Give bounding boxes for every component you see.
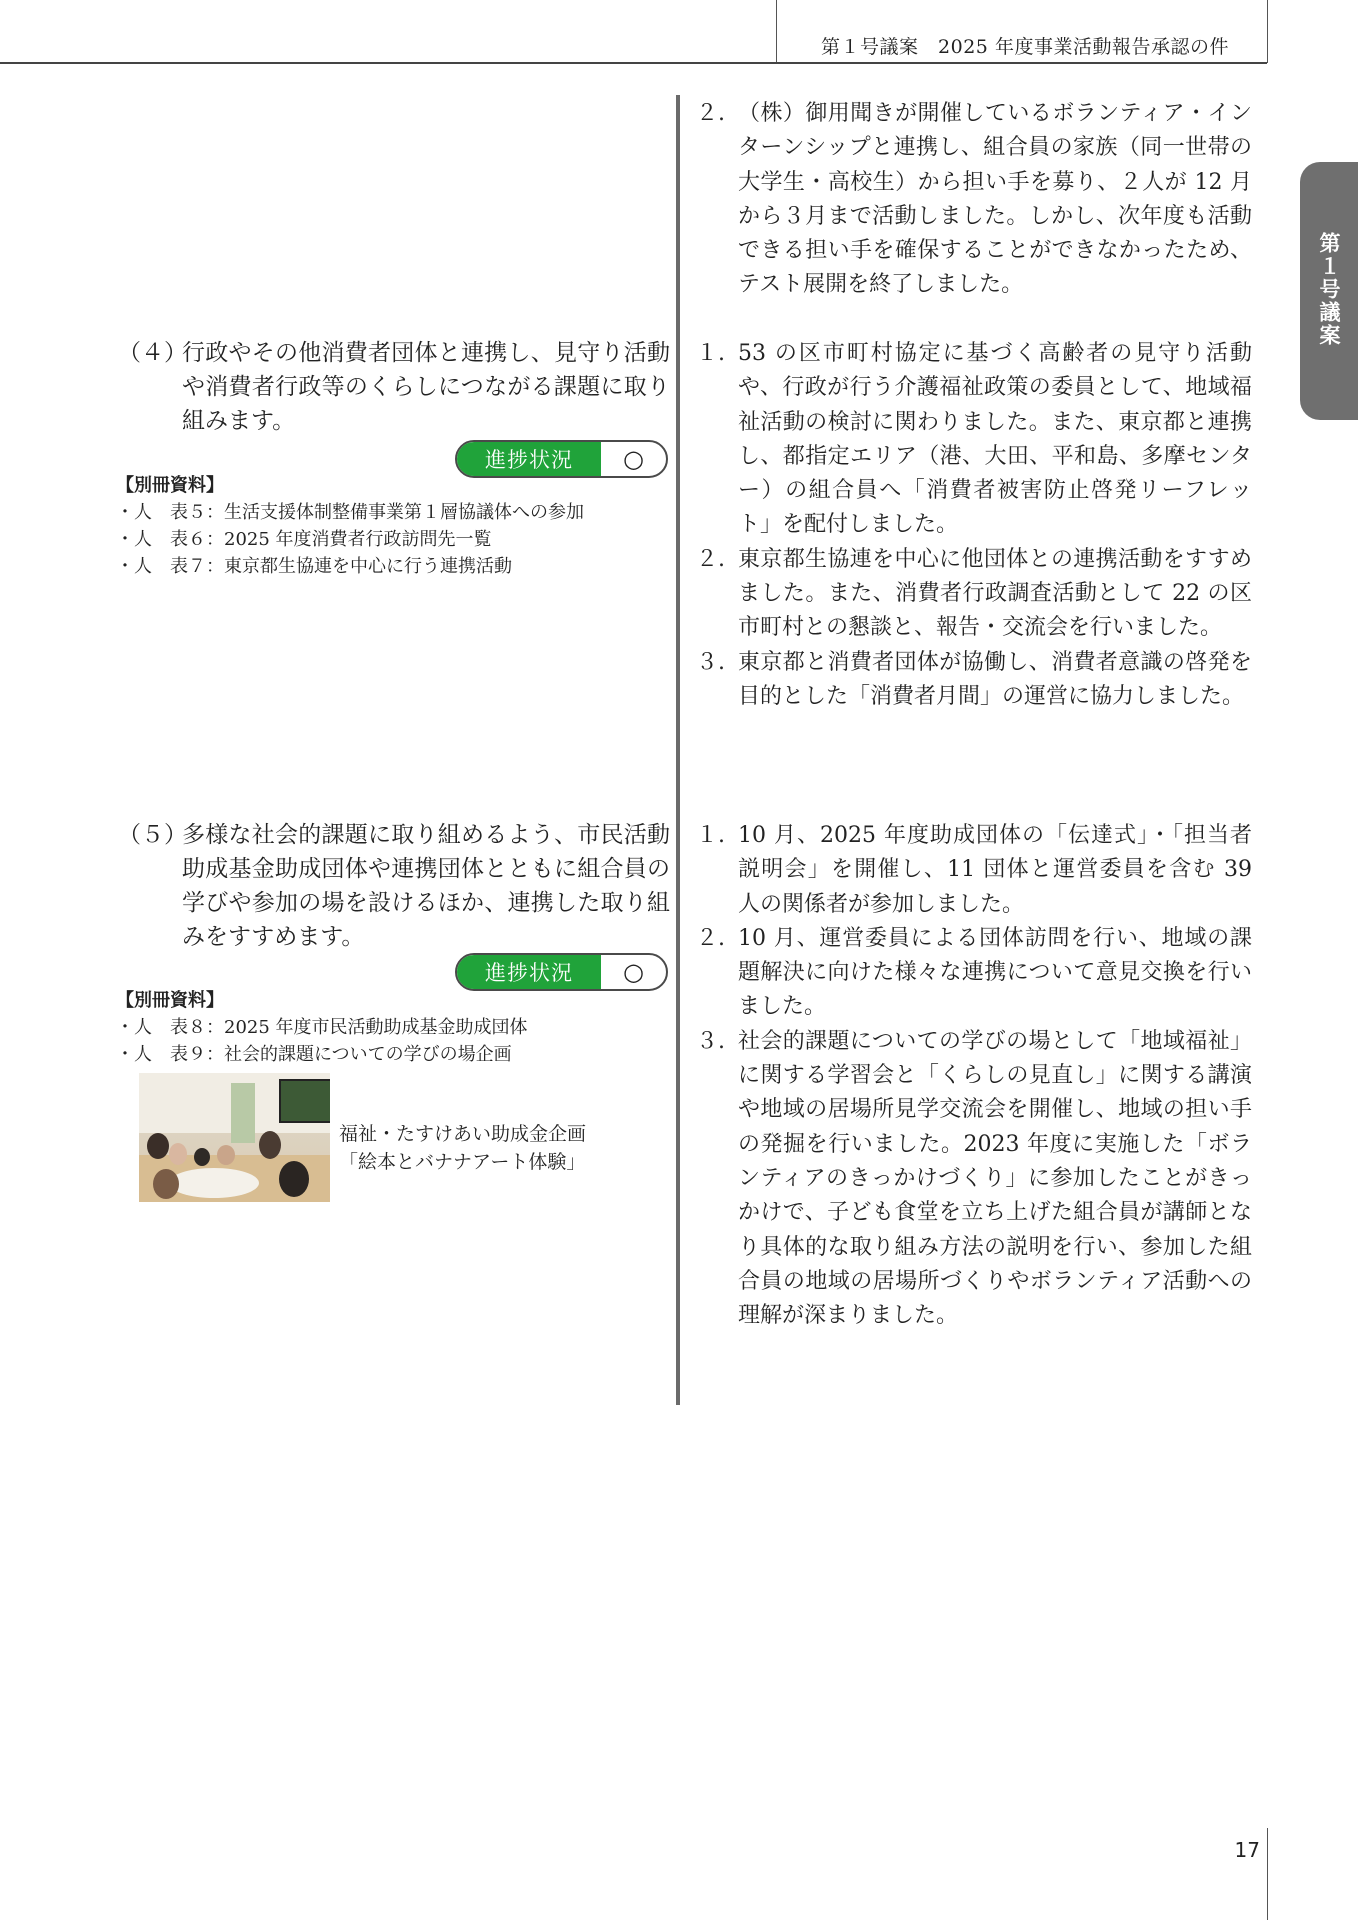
appendix-references [116, 987, 676, 1068]
result-number: ２. [696, 546, 725, 572]
result-item [692, 337, 1252, 543]
section-5-title-block [118, 818, 670, 954]
appendix-item: ・人 表７：東京都生協連を中心に行う連携活動 [116, 556, 512, 577]
appendix-item: ・人 表９：社会的課題についての学びの場企画 [116, 1044, 512, 1065]
progress-value: ○ [623, 958, 644, 986]
result-text: 10 月、運営委員による団体訪問を行い、地域の課題解決に向けた様々な連携について意見交換を行いました。 [738, 925, 1252, 1020]
result-text: 東京都と消費者団体が協働し、消費者意識の啓発を目的とした「消費者月間」の運営に協力しました。 [738, 649, 1252, 709]
result-item [692, 819, 1252, 922]
result-number: ３. [696, 649, 725, 675]
section-4-title-block [118, 336, 670, 438]
result-item [692, 922, 1252, 1025]
result-number: ３. [696, 1028, 725, 1054]
result-number: ２. [696, 101, 725, 126]
section-5-results [692, 819, 1252, 1333]
result-item [692, 646, 1252, 715]
result-text: （株）御用聞きが開催しているボランティア・インターンシップと連携し、組合員の家族（同一世帯の大学生・高校生）から担い手を募り、２人が 12 月から３月まで活動しました。しかし、次年度も活動できる担い手を確保することができなかったため、テスト展開を終了しました。 [738, 101, 1252, 298]
appendix-heading: 【別冊資料】 [116, 475, 224, 496]
progress-value: ○ [623, 445, 644, 473]
event-photo [139, 1073, 330, 1202]
footer-divider [1267, 1828, 1268, 1920]
progress-label: 進捗状況 [457, 955, 601, 989]
column-divider [676, 95, 680, 1405]
chapter-side-tab [1300, 162, 1358, 420]
result-item [692, 1025, 1252, 1334]
appendix-heading: 【別冊資料】 [116, 990, 224, 1011]
result-item [692, 97, 1252, 303]
page-number: 17 [1234, 1838, 1260, 1862]
section-number: （４） [118, 340, 187, 366]
appendix-item: ・人 表６：2025 年度消費者行政訪問先一覧 [116, 529, 492, 550]
section-title: 多様な社会的課題に取り組めるよう、市民活動助成基金助成団体や連携団体とともに組合員の学びや参加の場を設けるほか、連携した取り組みをすすめます。 [182, 822, 670, 950]
result-text: 東京都生協連を中心に他団体との連携活動をすすめました。また、消費者行政調査活動として 22 の区市町村との懇談と、報告・交流会を行いました。 [738, 546, 1252, 641]
section-title: 行政やその他消費者団体と連携し、見守り活動や消費者行政等のくらしにつながる課題に取り組みます。 [182, 340, 670, 434]
photo-caption [339, 1120, 586, 1176]
header-divider [776, 0, 777, 63]
side-tab-label: 第１号議案 [1317, 232, 1341, 347]
appendix-item: ・人 表５：生活支援体制整備事業第１層協議体への参加 [116, 502, 584, 523]
appendix-item: ・人 表８：2025 年度市民活動助成基金助成団体 [116, 1017, 528, 1038]
result-text: 社会的課題についての学びの場として「地域福祉」に関する学習会と「くらしの見直し」に関する講演や地域の居場所見学交流会を開催し、地域の担い手の発掘を行いました。2023 年度に実施した「ボランティアのきっかけづくり」に参加したことがきっかけで、子ども食堂を立ち上げた組合員が講師となり具体的な取り組み方法の説明を行い、参加した組合員の地域の居場所づくりやボランティア活動への理解が深まりました。 [738, 1028, 1252, 1329]
page-header-title: 第１号議案 2025 年度事業活動報告承認の件 [821, 36, 1229, 58]
appendix-references [116, 472, 676, 580]
result-number: ２. [696, 925, 725, 951]
header-rule [0, 62, 1267, 64]
right-top-results [692, 97, 1252, 303]
header-right-divider [1267, 0, 1268, 63]
photo-caption-line: 「絵本とバナナアート体験」 [339, 1151, 586, 1173]
result-item [692, 543, 1252, 646]
result-number: １. [696, 823, 725, 848]
result-number: １. [696, 341, 725, 366]
result-text: 53 の区市町村協定に基づく高齢者の見守り活動や、行政が行う介護福祉政策の委員として、地域福祉活動の検討に関わりました。また、東京都と連携し、都指定エリア（港、大田、平和島、多摩センター）の組合員へ「消費者被害防止啓発リーフレット」を配付しました。 [738, 341, 1252, 538]
section-4-results [692, 337, 1252, 714]
section-number: （５） [118, 822, 187, 848]
photo-caption-line: 福祉・たすけあい助成金企画 [339, 1123, 587, 1145]
progress-label: 進捗状況 [457, 442, 601, 476]
progress-status-badge [455, 953, 668, 991]
result-text: 10 月、2025 年度助成団体の「伝達式」・「担当者説明会」を開催し、11 団体と運営委員を含む 39 人の関係者が参加しました。 [738, 823, 1252, 917]
